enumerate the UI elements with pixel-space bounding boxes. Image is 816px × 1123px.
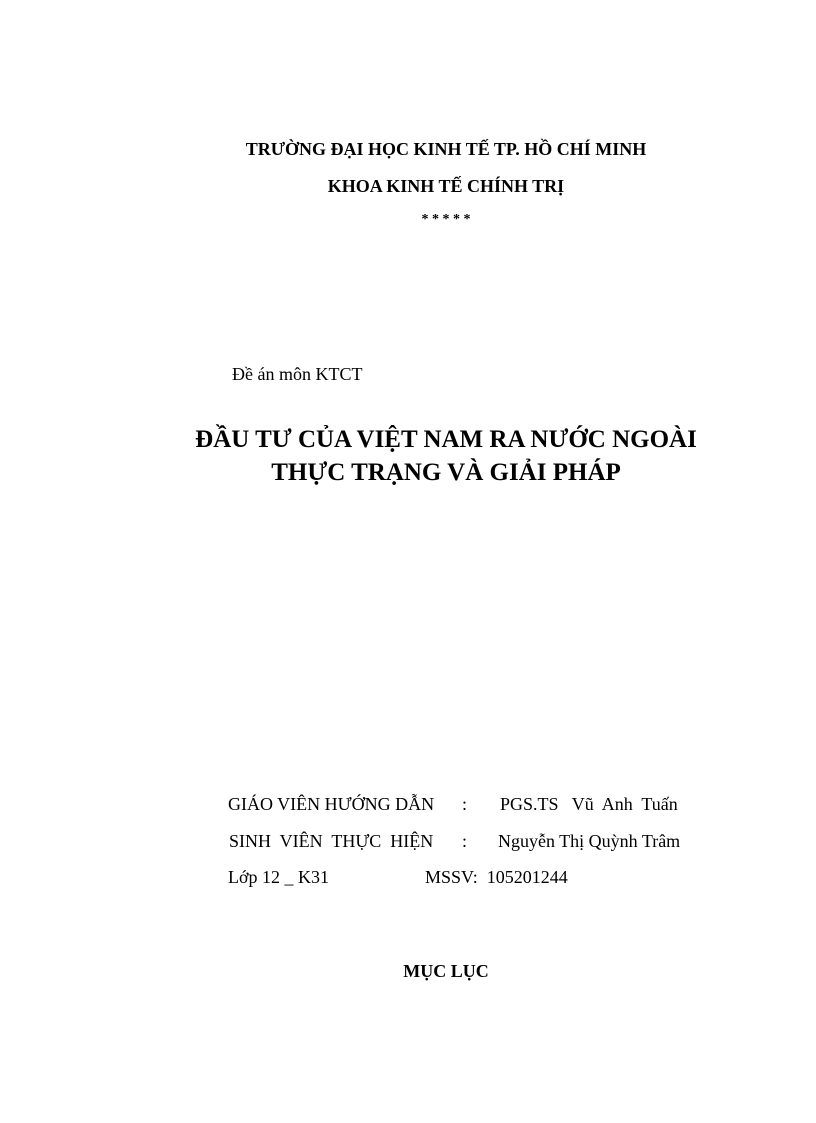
class-label: Lớp 12 _ K31 (228, 867, 330, 887)
title-line-2: THỰC TRẠNG VÀ GIẢI PHÁP (271, 459, 621, 486)
ornament-stars: * * * * * (421, 212, 471, 227)
student-separator: : (462, 831, 468, 851)
toc-heading: MỤC LỤC (403, 961, 489, 981)
advisor-value: PGS.TS Vũ Anh Tuấn (500, 794, 678, 814)
subject-label: Đề án môn KTCT (232, 364, 363, 384)
title-line-1: ĐẦU TƯ CỦA VIỆT NAM RA NƯỚC NGOÀI (195, 426, 697, 453)
student-value: Nguyễn Thị Quỳnh Trâm (498, 831, 681, 851)
student-id: MSSV: 105201244 (425, 867, 568, 887)
school-name: TRƯỜNG ĐẠI HỌC KINH TẾ TP. HỒ CHÍ MINH (245, 139, 647, 159)
advisor-separator: : (462, 794, 468, 814)
advisor-label: GIÁO VIÊN HƯỚNG DẪN (228, 794, 435, 814)
faculty-name: KHOA KINH TẾ CHÍNH TRỊ (327, 176, 565, 196)
student-label: SINH VIÊN THỰC HIỆN (229, 831, 434, 851)
